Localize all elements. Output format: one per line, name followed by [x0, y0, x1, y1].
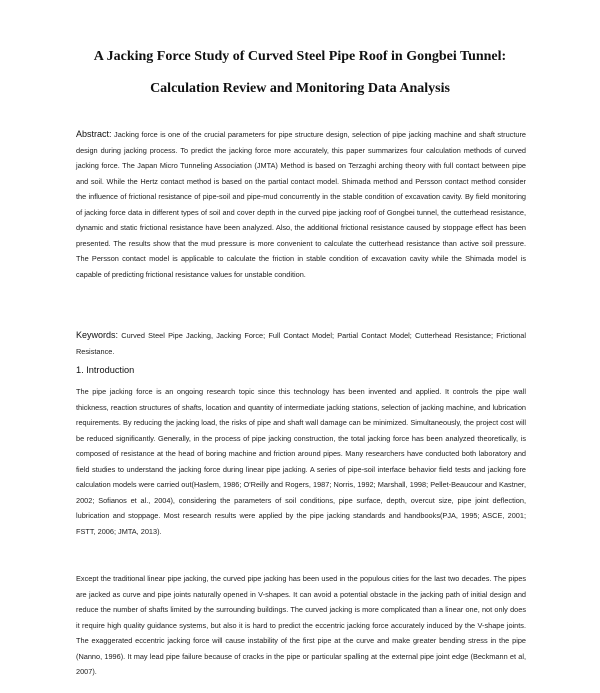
paper-title-line1: A Jacking Force Study of Curved Steel Pipe Roof in Gongbei Tunnel:: [93, 49, 507, 64]
section-heading-introduction: 1. Introduction: [76, 365, 135, 375]
abstract-paragraph: [76, 127, 526, 282]
keywords-text: Curved Steel Pipe Jacking, Jacking Force; Full Contact Model; Partial Contact Model; Cutterhead Resistance; Frictional Resistance.: [76, 331, 527, 356]
abstract-text: Jacking force is one of the crucial parameters for pipe structure design, selection of pipe jacking machine and shaft structure design during jacking process. To predict the jacking force more accurately, this paper summarizes four calculation methods of curved jacking force. The Japan Micro Tunneling Association (JMTA) Method is based on Terzaghi arching theory with full contact between pipe and soil. While the Hertz contact method is based on the partial contact model. Shimada method and Persson contact method consider the influence of frictional resistance of pipe-soil and pipe-mud concurrently in the stable condition of excavation cavity. By field monitoring of jacking force data in different types of soil and cover depth in the curved pipe jacking roof of Gongbei tunnel, the cutterhead resistance, dynamic and static frictional resistance have been analyzed. Also, the additional frictional resistance caused by stoppage effect has been presented. The results show that the mud pressure is more convenient to calculate the cutterhead resistance than active soil pressure. The Persson contact model is applicable to calculate the friction in stable condition of excavation cavity while the Shimada model is capable of predicting frictional resistance values for unstable condition.: [76, 130, 526, 279]
introduction-paragraph-1: The pipe jacking force is an ongoing research topic since this technology has been invented and applied. It controls the pipe wall thickness, reaction structures of shafts, location and quantity of intermediate jacking stations, selection of jacking machine, and lubrication requirements. By reducing the jacking load, the risks of pipe and shaft wall damage can be minimized. Simultaneously, the project cost will be reduced significantly. Generally, in the process of pipe jacking construction, the total jacking force has been analyzed theoretically, is composed of resistance at the head of boring machine and friction around pipes. Many researchers have conducted both laboratory and field studies to understand the jacking force during linear pipe jacking. A series of pipe-soil interface behavior field tests and jacking fore calculation models were carried out(Haslem, 1986; O'Reilly and Rogers, 1987; Norris, 1992; Marshall, 1998; Pellet-Beaucour and Kastner, 2002; Sofianos et al., 2004), considering the parameters of soil conditions, pipe surface, depth, overcut size, pipe joint deflection, lubrication and stoppage. Most research results were applied by the pipe jacking standards and handbooks(PJA, 1995; ASCE, 2001; FSTT, 2006; JMTA, 2013).: [76, 387, 526, 536]
keywords-label: Keywords:: [76, 330, 119, 340]
keywords-paragraph: [76, 327, 526, 360]
abstract-label: Abstract:: [76, 129, 112, 139]
introduction-paragraph-2: Except the traditional linear pipe jacking, the curved pipe jacking has been used in the populous cities for the last two decades. The pipes are jacked as curve and pipe joints naturally opened in V-shapes. It can avoid a potential obstacle in the jacking path of initial design and reduce the number of shafts limited by the surrounding buildings. The curved jacking is more complicated than a linear one, not only does it require high quality guidance systems, but also it is hard to predict the eccentric jacking force accurately induced by the V-shape joints. The exaggerated eccentric jacking force will cause instability of the first pipe at the curve and make greater bending stress in the pipe (Nanno, 1996). It may lead pipe failure because of cracks in the pipe or particular spalling at the external pipe joint edge (Beckmann et al, 2007).: [76, 574, 526, 677]
paper-title-line2: Calculation Review and Monitoring Data Analysis: [150, 81, 450, 96]
